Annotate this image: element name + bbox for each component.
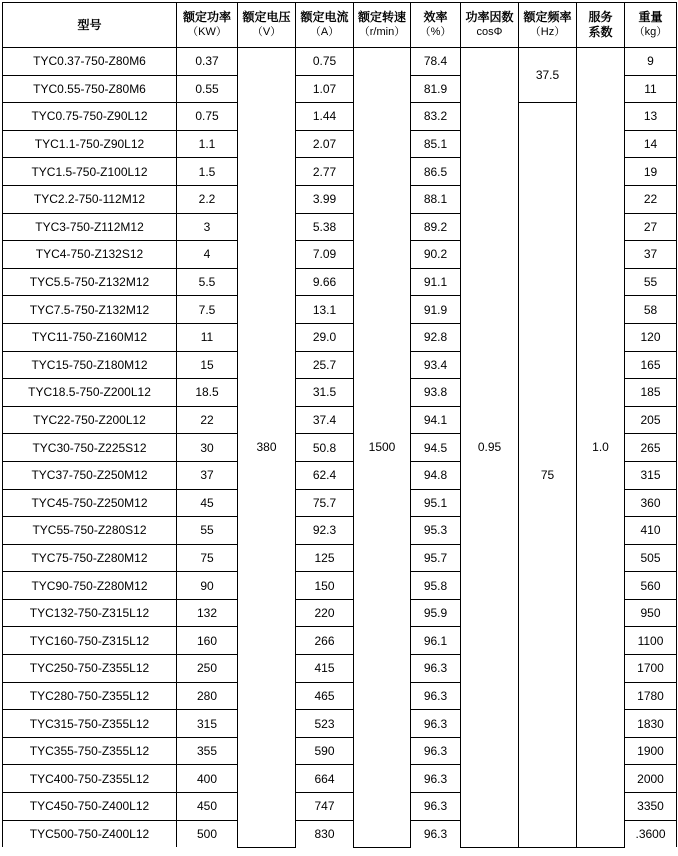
cell-current: 62.4 <box>296 461 354 489</box>
cell-power: 5.5 <box>177 268 238 296</box>
cell-current: 125 <box>296 544 354 572</box>
cell-current: 523 <box>296 710 354 738</box>
cell-efficiency: 96.3 <box>411 793 461 821</box>
cell-model: TYC500-750-Z400L12 <box>3 820 177 847</box>
cell-model: TYC18.5-750-Z200L12 <box>3 379 177 407</box>
cell-power: 45 <box>177 489 238 517</box>
cell-efficiency: 86.5 <box>411 158 461 186</box>
cell-model: TYC3-750-Z112M12 <box>3 213 177 241</box>
cell-weight: 265 <box>625 434 677 462</box>
cell-power: 11 <box>177 323 238 351</box>
cell-weight: 27 <box>625 213 677 241</box>
cell-weight: 1900 <box>625 737 677 765</box>
cell-model: TYC37-750-Z250M12 <box>3 461 177 489</box>
cell-power: 18.5 <box>177 379 238 407</box>
cell-weight: 205 <box>625 406 677 434</box>
cell-model: TYC0.75-750-Z90L12 <box>3 103 177 131</box>
cell-power: 450 <box>177 793 238 821</box>
cell-weight: 37 <box>625 241 677 269</box>
cell-weight: 505 <box>625 544 677 572</box>
cell-efficiency: 95.3 <box>411 517 461 545</box>
cell-current: 266 <box>296 627 354 655</box>
cell-power: 1.1 <box>177 130 238 158</box>
cell-efficiency: 96.3 <box>411 765 461 793</box>
header-weight: 重量 （kg） <box>625 3 677 48</box>
cell-efficiency: 94.8 <box>411 461 461 489</box>
cell-weight: 410 <box>625 517 677 545</box>
cell-power: 315 <box>177 710 238 738</box>
cell-power: 55 <box>177 517 238 545</box>
cell-weight: 3350 <box>625 793 677 821</box>
cell-model: TYC280-750-Z355L12 <box>3 682 177 710</box>
cell-model: TYC11-750-Z160M12 <box>3 323 177 351</box>
cell-power: 90 <box>177 572 238 600</box>
cell-weight: 1830 <box>625 710 677 738</box>
cell-power: 0.37 <box>177 48 238 76</box>
cell-service-factor-merged: 1.0 <box>577 48 625 848</box>
header-frequency: 额定频率 （Hz） <box>519 3 577 48</box>
cell-model: TYC160-750-Z315L12 <box>3 627 177 655</box>
cell-current: 2.77 <box>296 158 354 186</box>
cell-current: 92.3 <box>296 517 354 545</box>
cell-current: 13.1 <box>296 296 354 324</box>
cell-power: 250 <box>177 655 238 683</box>
cell-weight: 55 <box>625 268 677 296</box>
cell-current: 590 <box>296 737 354 765</box>
cell-efficiency: 93.4 <box>411 351 461 379</box>
cell-voltage-merged: 380 <box>238 48 296 848</box>
cell-efficiency: 96.3 <box>411 655 461 683</box>
header-row <box>3 3 677 48</box>
cell-current: 150 <box>296 572 354 600</box>
table-row <box>3 48 677 76</box>
cell-model: TYC90-750-Z280M12 <box>3 572 177 600</box>
cell-model: TYC250-750-Z355L12 <box>3 655 177 683</box>
cell-model: TYC2.2-750-112M12 <box>3 185 177 213</box>
cell-current: 75.7 <box>296 489 354 517</box>
cell-weight: 58 <box>625 296 677 324</box>
cell-model: TYC450-750-Z400L12 <box>3 793 177 821</box>
table-row <box>3 103 677 131</box>
cell-efficiency: 95.1 <box>411 489 461 517</box>
cell-model: TYC400-750-Z355L12 <box>3 765 177 793</box>
cell-power: 37 <box>177 461 238 489</box>
cell-weight: 560 <box>625 572 677 600</box>
cell-efficiency: 91.1 <box>411 268 461 296</box>
cell-current: 220 <box>296 599 354 627</box>
cell-current: 31.5 <box>296 379 354 407</box>
cell-weight: 13 <box>625 103 677 131</box>
cell-current: 29.0 <box>296 323 354 351</box>
cell-weight: 360 <box>625 489 677 517</box>
cell-weight: 14 <box>625 130 677 158</box>
cell-current: 25.7 <box>296 351 354 379</box>
cell-power: 355 <box>177 737 238 765</box>
cell-model: TYC75-750-Z280M12 <box>3 544 177 572</box>
cell-current: 1.44 <box>296 103 354 131</box>
cell-current: 0.75 <box>296 48 354 76</box>
cell-current: 37.4 <box>296 406 354 434</box>
cell-power: 280 <box>177 682 238 710</box>
cell-efficiency: 96.3 <box>411 710 461 738</box>
cell-current: 7.09 <box>296 241 354 269</box>
cell-weight: 165 <box>625 351 677 379</box>
cell-efficiency: 83.2 <box>411 103 461 131</box>
cell-model: TYC355-750-Z355L12 <box>3 737 177 765</box>
cell-weight: 1780 <box>625 682 677 710</box>
cell-model: TYC1.1-750-Z90L12 <box>3 130 177 158</box>
cell-model: TYC0.55-750-Z80M6 <box>3 75 177 103</box>
cell-model: TYC55-750-Z280S12 <box>3 517 177 545</box>
cell-current: 2.07 <box>296 130 354 158</box>
cell-power: 22 <box>177 406 238 434</box>
cell-efficiency: 95.7 <box>411 544 461 572</box>
cell-efficiency: 88.1 <box>411 185 461 213</box>
header-voltage: 额定电压 （V） <box>238 3 296 48</box>
cell-current: 415 <box>296 655 354 683</box>
header-current: 额定电流 （A） <box>296 3 354 48</box>
cell-frequency-main: 75 <box>519 103 577 848</box>
cell-model: TYC30-750-Z225S12 <box>3 434 177 462</box>
cell-efficiency: 93.8 <box>411 379 461 407</box>
cell-weight: 11 <box>625 75 677 103</box>
cell-speed-merged: 1500 <box>354 48 411 848</box>
cell-power: 7.5 <box>177 296 238 324</box>
cell-weight: 2000 <box>625 765 677 793</box>
cell-power: 15 <box>177 351 238 379</box>
cell-model: TYC15-750-Z180M12 <box>3 351 177 379</box>
cell-power: 0.55 <box>177 75 238 103</box>
cell-power: 75 <box>177 544 238 572</box>
cell-model: TYC0.37-750-Z80M6 <box>3 48 177 76</box>
cell-efficiency: 85.1 <box>411 130 461 158</box>
header-efficiency: 效率 （%） <box>411 3 461 48</box>
cell-efficiency: 96.3 <box>411 820 461 847</box>
cell-current: 3.99 <box>296 185 354 213</box>
cell-current: 747 <box>296 793 354 821</box>
cell-power-factor-merged: 0.95 <box>461 48 519 848</box>
motor-spec-table <box>2 2 677 848</box>
cell-current: 50.8 <box>296 434 354 462</box>
cell-efficiency: 78.4 <box>411 48 461 76</box>
cell-power: 2.2 <box>177 185 238 213</box>
header-service-factor: 服务 系数 <box>577 3 625 48</box>
cell-power: 500 <box>177 820 238 847</box>
cell-weight: 120 <box>625 323 677 351</box>
cell-efficiency: 95.9 <box>411 599 461 627</box>
header-power: 额定功率 （KW） <box>177 3 238 48</box>
cell-weight: 315 <box>625 461 677 489</box>
cell-efficiency: 91.9 <box>411 296 461 324</box>
cell-power: 132 <box>177 599 238 627</box>
cell-current: 5.38 <box>296 213 354 241</box>
cell-model: TYC1.5-750-Z100L12 <box>3 158 177 186</box>
cell-efficiency: 96.3 <box>411 682 461 710</box>
cell-power: 400 <box>177 765 238 793</box>
cell-model: TYC5.5-750-Z132M12 <box>3 268 177 296</box>
cell-weight: 19 <box>625 158 677 186</box>
cell-weight: .3600 <box>625 820 677 847</box>
cell-current: 664 <box>296 765 354 793</box>
cell-power: 30 <box>177 434 238 462</box>
cell-model: TYC132-750-Z315L12 <box>3 599 177 627</box>
cell-weight: 185 <box>625 379 677 407</box>
cell-weight: 1700 <box>625 655 677 683</box>
cell-power: 160 <box>177 627 238 655</box>
cell-current: 9.66 <box>296 268 354 296</box>
header-power-factor: 功率因数 cosΦ <box>461 3 519 48</box>
cell-efficiency: 81.9 <box>411 75 461 103</box>
cell-model: TYC4-750-Z132S12 <box>3 241 177 269</box>
cell-weight: 1100 <box>625 627 677 655</box>
cell-model: TYC22-750-Z200L12 <box>3 406 177 434</box>
cell-current: 830 <box>296 820 354 847</box>
cell-current: 465 <box>296 682 354 710</box>
cell-model: TYC315-750-Z355L12 <box>3 710 177 738</box>
cell-power: 3 <box>177 213 238 241</box>
cell-model: TYC7.5-750-Z132M12 <box>3 296 177 324</box>
header-speed: 额定转速 （r/min） <box>354 3 411 48</box>
cell-efficiency: 96.1 <box>411 627 461 655</box>
cell-efficiency: 92.8 <box>411 323 461 351</box>
table-body <box>3 48 677 848</box>
header-model: 型号 <box>3 3 177 48</box>
cell-power: 4 <box>177 241 238 269</box>
cell-model: TYC45-750-Z250M12 <box>3 489 177 517</box>
cell-weight: 22 <box>625 185 677 213</box>
cell-efficiency: 90.2 <box>411 241 461 269</box>
cell-efficiency: 94.1 <box>411 406 461 434</box>
cell-efficiency: 95.8 <box>411 572 461 600</box>
cell-weight: 9 <box>625 48 677 76</box>
cell-current: 1.07 <box>296 75 354 103</box>
cell-weight: 950 <box>625 599 677 627</box>
cell-efficiency: 94.5 <box>411 434 461 462</box>
cell-efficiency: 96.3 <box>411 737 461 765</box>
cell-power: 0.75 <box>177 103 238 131</box>
cell-frequency-top: 37.5 <box>519 48 577 103</box>
cell-efficiency: 89.2 <box>411 213 461 241</box>
cell-power: 1.5 <box>177 158 238 186</box>
